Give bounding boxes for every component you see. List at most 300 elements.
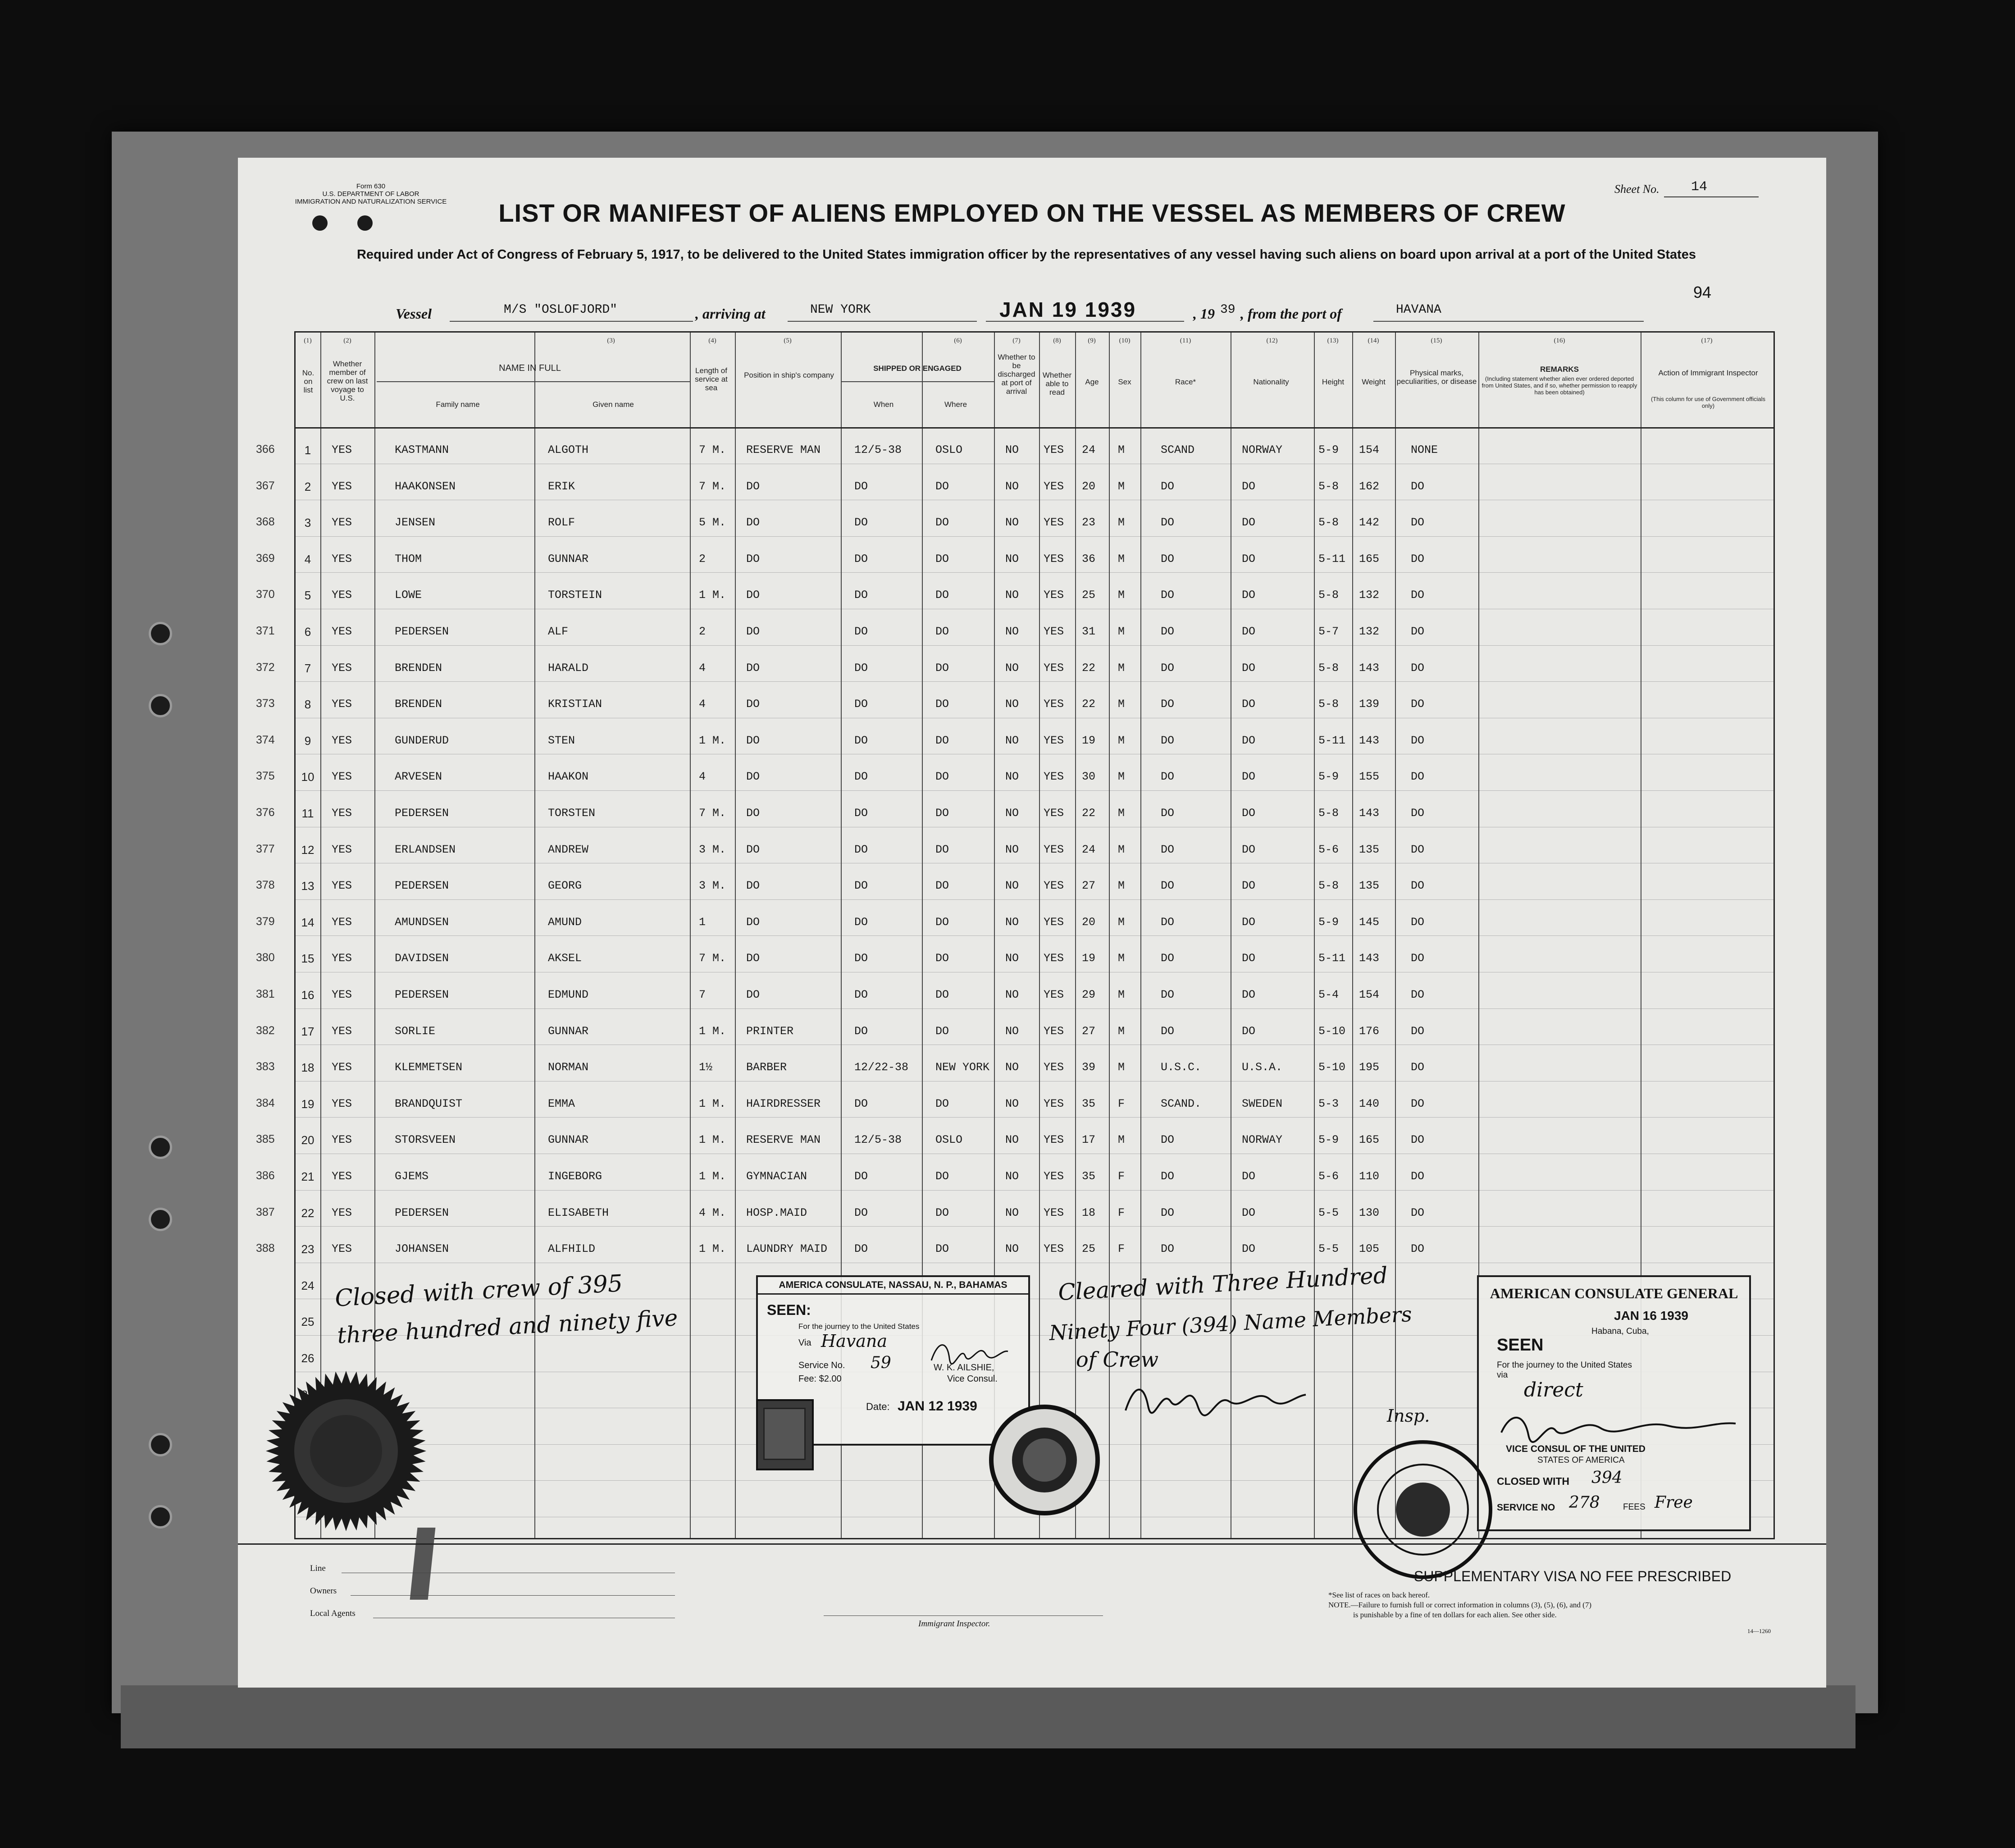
given-name-cell: ANDREW	[548, 843, 589, 856]
family-name-cell: PEDERSEN	[395, 625, 449, 638]
able-to-read-cell: YES	[1044, 1133, 1064, 1147]
footer-owners-label: Owners	[310, 1586, 337, 1596]
height-cell: 5-3	[1318, 1097, 1339, 1110]
weight-cell: 176	[1359, 1024, 1380, 1038]
sex-cell: M	[1118, 843, 1125, 856]
shipped-where-cell: OSLO	[935, 443, 963, 456]
last-voyage-cell: YES	[332, 625, 352, 638]
age-cell: 31	[1082, 625, 1096, 638]
height-cell: 5-11	[1318, 552, 1346, 566]
sex-cell: M	[1118, 516, 1125, 529]
discharged-cell: NO	[1005, 879, 1019, 893]
weight-cell: 142	[1359, 516, 1380, 529]
col-head-family: Family name	[436, 400, 480, 409]
height-cell: 5-8	[1318, 479, 1339, 493]
line-number: 12	[301, 843, 315, 857]
last-voyage-cell: YES	[332, 988, 352, 1001]
discharged-cell: NO	[1005, 552, 1019, 566]
inspector-note-line1: Cleared with Three Hundred	[1057, 1262, 1389, 1306]
sex-cell: M	[1118, 807, 1125, 820]
physical-marks-cell: DO	[1411, 479, 1425, 493]
family-name-cell: SORLIE	[395, 1024, 436, 1038]
height-cell: 5-8	[1318, 807, 1339, 820]
sex-cell: M	[1118, 625, 1125, 638]
physical-marks-cell: DO	[1411, 552, 1425, 566]
service-length-cell: 1	[699, 915, 706, 929]
column-number: (13)	[1327, 337, 1339, 344]
footer-inspector-label: Immigrant Inspector.	[918, 1619, 990, 1629]
sex-cell: M	[1118, 552, 1125, 566]
inspector-note-line2: Ninety Four (394) Name Members	[1049, 1301, 1413, 1346]
col-head-remarks-note: (Including statement whether alien ever ordered deported from United States, and if so, whether permission to reapply has been obtained)	[1482, 375, 1637, 396]
nassau-stamp-service-label: Service No.	[798, 1360, 845, 1370]
footer-note-fine: NOTE.—Failure to furnish full or correct information in columns (3), (5), (6), and (7)	[1328, 1601, 1591, 1609]
discharged-cell: NO	[1005, 1170, 1019, 1183]
shipped-where-cell: NEW YORK	[935, 1061, 990, 1074]
manifest-number: 370	[256, 588, 275, 601]
position-cell: GYMNACIAN	[746, 1170, 807, 1183]
family-name-cell: ERLANDSEN	[395, 843, 456, 856]
able-to-read-cell: YES	[1044, 1024, 1064, 1038]
race-cell: DO	[1161, 661, 1175, 675]
physical-marks-cell: DO	[1411, 879, 1425, 893]
nationality-cell: DO	[1242, 479, 1256, 493]
given-name-cell: ALFHILD	[548, 1242, 596, 1256]
position-cell: DO	[746, 479, 760, 493]
given-name-cell: AMUND	[548, 915, 582, 929]
able-to-read-cell: YES	[1044, 589, 1064, 602]
havana-stamp-vice1: VICE CONSUL OF THE UNITED	[1506, 1444, 1646, 1454]
havana-stamp-vice2: STATES OF AMERICA	[1537, 1456, 1625, 1465]
position-cell: DO	[746, 661, 760, 675]
able-to-read-cell: YES	[1044, 479, 1064, 493]
age-cell: 17	[1082, 1133, 1096, 1147]
col-head-action-note: (This column for use of Government officials only)	[1650, 396, 1766, 409]
able-to-read-cell: YES	[1044, 661, 1064, 675]
race-cell: SCAND	[1161, 443, 1195, 456]
able-to-read-cell: YES	[1044, 625, 1064, 638]
position-cell: DO	[746, 734, 760, 747]
physical-marks-cell: DO	[1411, 915, 1425, 929]
physical-marks-cell: DO	[1411, 843, 1425, 856]
shipped-where-cell: DO	[935, 988, 949, 1001]
footer-agents-label: Local Agents	[310, 1609, 356, 1618]
physical-marks-cell: DO	[1411, 589, 1425, 602]
height-cell: 5-5	[1318, 1206, 1339, 1219]
havana-vice-consul-signature	[1497, 1408, 1740, 1444]
nationality-cell: DO	[1242, 952, 1256, 965]
table-row	[296, 1045, 1773, 1081]
form-title: LIST OR MANIFEST OF ALIENS EMPLOYED ON THE VESSEL AS MEMBERS OF CREW	[498, 199, 1566, 227]
discharged-cell: NO	[1005, 698, 1019, 711]
service-length-cell: 7 M.	[699, 443, 726, 456]
vessel-name: M/S "OSLOFJORD"	[504, 303, 618, 317]
manifest-number: 385	[256, 1133, 275, 1146]
service-length-cell: 7 M.	[699, 479, 726, 493]
line-number: 5	[304, 589, 311, 602]
weight-cell: 162	[1359, 479, 1380, 493]
manifest-number: 382	[256, 1024, 275, 1037]
sex-cell: M	[1118, 589, 1125, 602]
table-row	[296, 754, 1773, 790]
discharged-cell: NO	[1005, 734, 1019, 747]
arriving-port: NEW YORK	[810, 303, 871, 317]
service-name: IMMIGRATION AND NATURALIZATION SERVICE	[295, 198, 447, 205]
havana-stamp-seen: SEEN	[1497, 1336, 1544, 1355]
height-cell: 5-6	[1318, 843, 1339, 856]
punch-hole	[149, 694, 172, 717]
line-number: 22	[301, 1206, 315, 1220]
line-number: 25	[301, 1315, 315, 1329]
shipped-divider	[841, 381, 994, 382]
shipped-where-cell: DO	[935, 1024, 949, 1038]
shipped-when-cell: DO	[854, 1097, 868, 1110]
age-cell: 22	[1082, 807, 1096, 820]
line-number: 1	[304, 443, 311, 457]
given-name-cell: KRISTIAN	[548, 698, 602, 711]
sex-cell: F	[1118, 1242, 1125, 1256]
able-to-read-cell: YES	[1044, 1061, 1064, 1074]
manifest-number: 379	[256, 915, 275, 928]
height-cell: 5-8	[1318, 698, 1339, 711]
col-head-discharged: Whether to be discharged at port of arrival	[998, 353, 1035, 396]
service-length-cell: 7	[699, 988, 706, 1001]
race-cell: SCAND.	[1161, 1097, 1202, 1110]
physical-marks-cell: NONE	[1411, 443, 1438, 456]
col-head-sex: Sex	[1118, 378, 1131, 386]
age-cell: 22	[1082, 661, 1096, 675]
footer-rule	[238, 1543, 1826, 1545]
height-cell: 5-11	[1318, 952, 1346, 965]
race-cell: DO	[1161, 915, 1175, 929]
nationality-cell: DO	[1242, 1206, 1256, 1219]
column-number: (11)	[1180, 337, 1191, 344]
position-cell: BARBER	[746, 1061, 787, 1074]
inspector-signature	[1121, 1374, 1310, 1424]
shipped-when-cell: DO	[854, 479, 868, 493]
shipped-when-cell: DO	[854, 952, 868, 965]
position-cell: HAIRDRESSER	[746, 1097, 821, 1110]
service-length-cell: 2	[699, 552, 706, 566]
table-row	[296, 899, 1773, 936]
shipped-where-cell: DO	[935, 1242, 949, 1256]
position-cell: DO	[746, 988, 760, 1001]
given-name-cell: ERIK	[548, 479, 575, 493]
year-label: , 19	[1193, 306, 1215, 322]
havana-consulate-stamp	[1477, 1275, 1751, 1531]
manifest-number: 377	[256, 842, 275, 855]
nassau-stamp-date-label: Date:	[866, 1401, 890, 1412]
discharged-cell: NO	[1005, 1242, 1019, 1256]
race-cell: DO	[1161, 1170, 1175, 1183]
able-to-read-cell: YES	[1044, 879, 1064, 893]
age-cell: 25	[1082, 1242, 1096, 1256]
position-cell: DO	[746, 915, 760, 929]
line-number: 2	[304, 479, 311, 493]
consulate-seal	[986, 1401, 1103, 1519]
table-row	[296, 1226, 1773, 1263]
last-voyage-cell: YES	[332, 443, 352, 456]
position-cell: DO	[746, 552, 760, 566]
manifest-number: 384	[256, 1096, 275, 1109]
age-cell: 19	[1082, 952, 1096, 965]
table-row	[296, 464, 1773, 500]
sex-cell: M	[1118, 479, 1125, 493]
given-name-cell: STEN	[548, 734, 575, 747]
sex-cell: M	[1118, 952, 1125, 965]
table-row	[296, 427, 1773, 464]
havana-stamp-service-value: 278	[1569, 1493, 1600, 1512]
nassau-stamp-seen: SEEN:	[767, 1302, 811, 1318]
manifest-number: 380	[256, 951, 275, 964]
given-name-cell: ELISABETH	[548, 1206, 609, 1219]
arriving-underline	[788, 321, 977, 322]
service-length-cell: 1 M.	[699, 1024, 726, 1038]
col-head-where: Where	[944, 400, 967, 409]
line-number: 24	[301, 1278, 315, 1292]
height-cell: 5-9	[1318, 1133, 1339, 1147]
col-head-name: NAME IN FULL	[499, 363, 561, 373]
last-voyage-cell: YES	[332, 952, 352, 965]
nationality-cell: DO	[1242, 1024, 1256, 1038]
footer-note-fine2: is punishable by a fine of ten dollars for each alien. See other side.	[1353, 1611, 1557, 1619]
havana-stamp-journey: For the journey to the United States via	[1497, 1360, 1632, 1380]
footer-note-races: *See list of races on back hereof.	[1328, 1591, 1430, 1599]
shipped-where-cell: DO	[935, 952, 949, 965]
havana-stamp-closed-label: CLOSED WITH	[1497, 1475, 1569, 1487]
weight-cell: 110	[1359, 1170, 1380, 1183]
age-cell: 22	[1082, 698, 1096, 711]
height-cell: 5-9	[1318, 443, 1339, 456]
given-name-cell: ALGOTH	[548, 443, 589, 456]
family-name-cell: JENSEN	[395, 516, 436, 529]
position-cell: DO	[746, 952, 760, 965]
race-cell: DO	[1161, 1206, 1175, 1219]
shipped-when-cell: 12/5-38	[854, 443, 902, 456]
manifest-number: 383	[256, 1060, 275, 1073]
col-head-no: No. on list	[302, 369, 315, 394]
sex-cell: F	[1118, 1206, 1125, 1219]
age-cell: 19	[1082, 734, 1096, 747]
table-row	[296, 1117, 1773, 1154]
age-cell: 20	[1082, 479, 1096, 493]
shipped-when-cell: DO	[854, 1206, 868, 1219]
sheet-underline	[1664, 196, 1759, 197]
height-cell: 5-4	[1318, 988, 1339, 1001]
sex-cell: M	[1118, 1024, 1125, 1038]
shipped-where-cell: DO	[935, 516, 949, 529]
line-number: 15	[301, 952, 315, 966]
revenue-stamp	[756, 1399, 814, 1470]
punch-hole	[149, 1433, 172, 1456]
family-name-cell: BRENDEN	[395, 698, 442, 711]
shipped-when-cell: DO	[854, 734, 868, 747]
able-to-read-cell: YES	[1044, 915, 1064, 929]
given-name-cell: INGEBORG	[548, 1170, 602, 1183]
col-head-height: Height	[1322, 378, 1345, 386]
weight-cell: 140	[1359, 1097, 1380, 1110]
havana-stamp-service-label: SERVICE NO	[1497, 1502, 1555, 1513]
height-cell: 5-8	[1318, 879, 1339, 893]
family-name-cell: HAAKONSEN	[395, 479, 456, 493]
last-voyage-cell: YES	[332, 552, 352, 566]
race-cell: DO	[1161, 807, 1175, 820]
line-number: 10	[301, 770, 315, 784]
discharged-cell: NO	[1005, 952, 1019, 965]
physical-marks-cell: DO	[1411, 661, 1425, 675]
position-cell: DO	[746, 770, 760, 784]
age-cell: 27	[1082, 879, 1096, 893]
discharged-cell: NO	[1005, 988, 1019, 1001]
race-cell: DO	[1161, 552, 1175, 566]
sex-cell: M	[1118, 770, 1125, 784]
nationality-cell: DO	[1242, 915, 1256, 929]
shipped-when-cell: DO	[854, 625, 868, 638]
physical-marks-cell: DO	[1411, 807, 1425, 820]
column-number: (15)	[1431, 337, 1442, 344]
nationality-cell: NORWAY	[1242, 443, 1283, 456]
backing-page-edge	[121, 1685, 1855, 1748]
shipped-where-cell: DO	[935, 807, 949, 820]
physical-marks-cell: DO	[1411, 988, 1425, 1001]
line-number: 11	[301, 807, 314, 820]
weight-cell: 143	[1359, 952, 1380, 965]
age-cell: 27	[1082, 1024, 1096, 1038]
service-length-cell: 7 M.	[699, 952, 726, 965]
family-name-cell: PEDERSEN	[395, 1206, 449, 1219]
sex-cell: M	[1118, 734, 1125, 747]
race-cell: DO	[1161, 734, 1175, 747]
line-number: 4	[304, 552, 311, 566]
shipped-when-cell: DO	[854, 1242, 868, 1256]
col-head-age: Age	[1085, 378, 1099, 386]
manifest-number: 388	[256, 1242, 275, 1255]
shipped-when-cell: DO	[854, 915, 868, 929]
given-name-cell: EDMUND	[548, 988, 589, 1001]
line-number: 13	[301, 879, 315, 893]
table-row	[296, 609, 1773, 645]
discharged-cell: NO	[1005, 1097, 1019, 1110]
last-voyage-cell: YES	[332, 1133, 352, 1147]
discharged-cell: NO	[1005, 589, 1019, 602]
last-voyage-cell: YES	[332, 770, 352, 784]
given-name-cell: HAAKON	[548, 770, 589, 784]
sex-cell: F	[1118, 1097, 1125, 1110]
service-length-cell: 7 M.	[699, 807, 726, 820]
discharged-cell: NO	[1005, 516, 1019, 529]
page-mark: 94	[1693, 283, 1712, 301]
weight-cell: 132	[1359, 625, 1380, 638]
nationality-cell: DO	[1242, 1242, 1256, 1256]
age-cell: 29	[1082, 988, 1096, 1001]
table-row	[296, 1081, 1773, 1118]
sex-cell: M	[1118, 443, 1125, 456]
manifest-number: 375	[256, 770, 275, 783]
able-to-read-cell: YES	[1044, 1206, 1064, 1219]
nationality-cell: U.S.A.	[1242, 1061, 1283, 1074]
able-to-read-cell: YES	[1044, 516, 1064, 529]
table-row	[296, 681, 1773, 718]
sex-cell: M	[1118, 879, 1125, 893]
race-cell: DO	[1161, 1242, 1175, 1256]
physical-marks-cell: DO	[1411, 1242, 1425, 1256]
shipped-where-cell: DO	[935, 879, 949, 893]
from-underline	[1373, 321, 1644, 322]
column-number: (7)	[1012, 337, 1021, 344]
table-row	[296, 1190, 1773, 1227]
given-name-cell: TORSTEIN	[548, 589, 602, 602]
from-label: , from the port of	[1240, 306, 1342, 322]
discharged-cell: NO	[1005, 843, 1019, 856]
service-length-cell: 1 M.	[699, 1242, 726, 1256]
line-number: 14	[301, 915, 315, 929]
last-voyage-cell: YES	[332, 807, 352, 820]
manifest-number: 368	[256, 516, 275, 529]
manifest-number: 367	[256, 479, 275, 492]
given-name-cell: NORMAN	[548, 1061, 589, 1074]
discharged-cell: NO	[1005, 443, 1019, 456]
column-number: (8)	[1053, 337, 1061, 344]
table-row	[296, 536, 1773, 573]
shipped-when-cell: 12/22-38	[854, 1061, 909, 1074]
family-name-cell: KLEMMETSEN	[395, 1061, 463, 1074]
race-cell: DO	[1161, 843, 1175, 856]
position-cell: DO	[746, 879, 760, 893]
column-number: (6)	[954, 337, 962, 344]
able-to-read-cell: YES	[1044, 1170, 1064, 1183]
family-name-cell: THOM	[395, 552, 422, 566]
physical-marks-cell: DO	[1411, 1170, 1425, 1183]
nassau-stamp-via: Havana	[821, 1331, 888, 1351]
shipped-where-cell: DO	[935, 1097, 949, 1110]
column-number: (5)	[784, 337, 792, 344]
able-to-read-cell: YES	[1044, 552, 1064, 566]
able-to-read-cell: YES	[1044, 443, 1064, 456]
discharged-cell: NO	[1005, 915, 1019, 929]
race-cell: DO	[1161, 589, 1175, 602]
age-cell: 35	[1082, 1097, 1096, 1110]
embossed-seal	[260, 1365, 432, 1537]
position-cell: RESERVE MAN	[746, 443, 821, 456]
sex-cell: M	[1118, 661, 1125, 675]
supplementary-visa-note: SUPPLEMENTARY VISA NO FEE PRESCRIBED	[1414, 1568, 1732, 1584]
manifest-number: 366	[256, 443, 275, 456]
position-cell: HOSP.MAID	[746, 1206, 807, 1219]
manifest-number: 371	[256, 625, 275, 637]
age-cell: 20	[1082, 915, 1096, 929]
given-name-cell: GUNNAR	[548, 552, 589, 566]
height-cell: 5-9	[1318, 770, 1339, 784]
service-length-cell: 2	[699, 625, 706, 638]
line-number: 21	[301, 1170, 315, 1183]
nationality-cell: SWEDEN	[1242, 1097, 1283, 1110]
discharged-cell: NO	[1005, 1133, 1019, 1147]
given-name-cell: ROLF	[548, 516, 575, 529]
weight-cell: 143	[1359, 661, 1380, 675]
nationality-cell: DO	[1242, 734, 1256, 747]
col-head-remarks: REMARKS	[1540, 365, 1579, 374]
age-cell: 24	[1082, 843, 1096, 856]
position-cell: DO	[746, 516, 760, 529]
sheet-label: Sheet No.	[1614, 183, 1659, 196]
discharged-cell: NO	[1005, 479, 1019, 493]
given-name-cell: ALF	[548, 625, 569, 638]
service-length-cell: 4	[699, 770, 706, 784]
age-cell: 35	[1082, 1170, 1096, 1183]
havana-consulate-seal	[1346, 1433, 1500, 1586]
last-voyage-cell: YES	[332, 1206, 352, 1219]
closed-note-line2: three hundred and ninety five	[337, 1305, 679, 1349]
